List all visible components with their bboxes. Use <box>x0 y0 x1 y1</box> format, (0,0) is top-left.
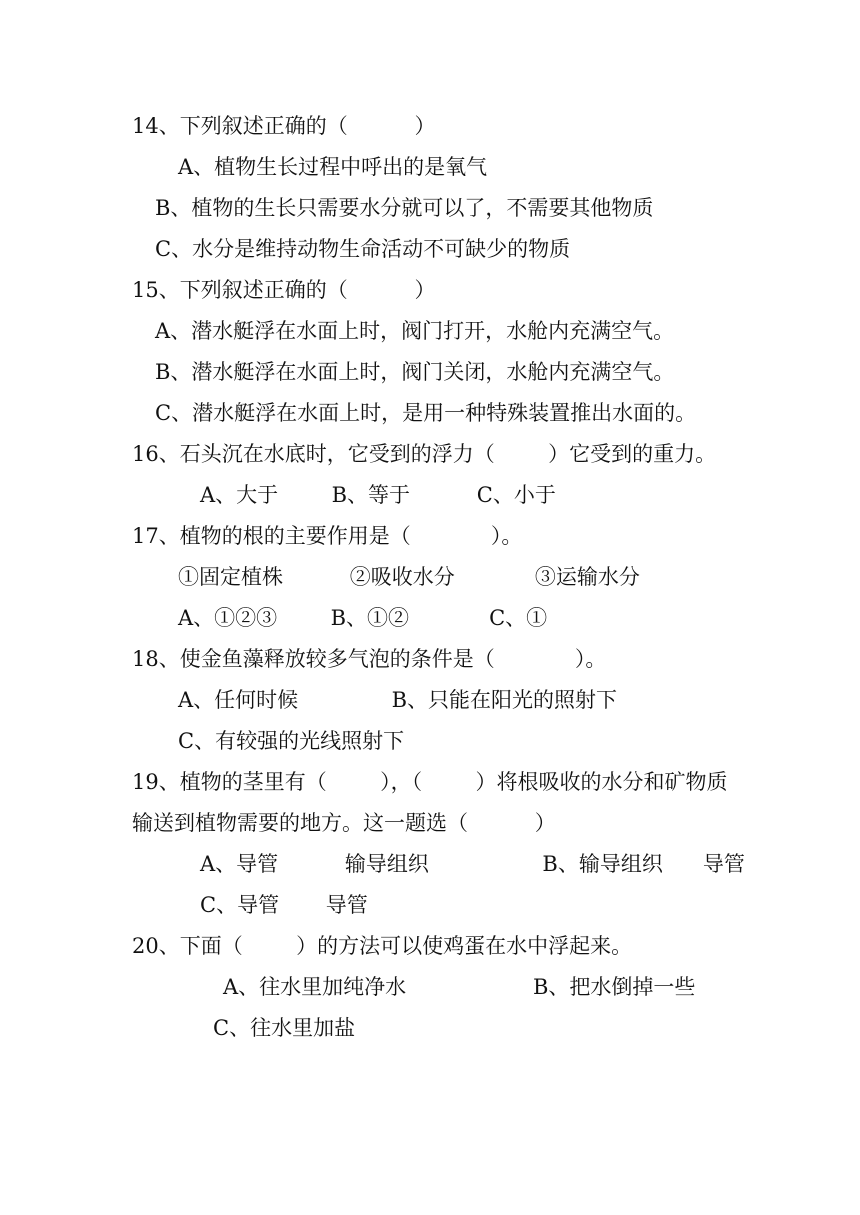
q19-option-c: C、导管 导管 <box>200 893 368 917</box>
q17-options: A、①②③ B、①② C、① <box>178 606 548 630</box>
q19-stem-line1: 19、植物的茎里有（ ），（ ）将根吸收的水分和矿物质 <box>132 770 728 794</box>
q18-stem: 18、使金鱼藻释放较多气泡的条件是（ ）。 <box>132 647 607 671</box>
q16-stem: 16、石头沉在水底时，它受到的浮力（ ）它受到的重力。 <box>132 442 717 466</box>
q20-option-c: C、往水里加盐 <box>213 1016 356 1040</box>
q19-stem-line2: 输送到植物需要的地方。这一题选（ ） <box>132 811 556 835</box>
q14-option-a: A、植物生长过程中呼出的是氧气 <box>178 155 488 179</box>
q15-option-a: A、潜水艇浮在水面上时，阀门打开，水舱内充满空气。 <box>155 319 675 343</box>
q18-option-c: C、有较强的光线照射下 <box>178 729 405 753</box>
q17-statements: ①固定植株 ②吸收水分 ③运输水分 <box>178 565 640 589</box>
q14-option-c: C、水分是维持动物生命活动不可缺少的物质 <box>155 237 571 261</box>
q18-options-ab: A、任何时候 B、只能在阳光的照射下 <box>178 688 618 712</box>
q20-stem: 20、下面（ ）的方法可以使鸡蛋在水中浮起来。 <box>132 934 633 958</box>
q15-stem: 15、下列叙述正确的（ ） <box>132 278 436 302</box>
q15-option-c: C、潜水艇浮在水面上时，是用一种特殊装置推出水面的。 <box>155 401 697 425</box>
q16-options: A、大于 B、等于 C、小于 <box>200 483 556 507</box>
q17-stem: 17、植物的根的主要作用是（ ）。 <box>132 524 523 548</box>
q20-options-ab: A、往水里加纯净水 B、把水倒掉一些 <box>223 975 696 999</box>
q19-options-ab: A、导管 输导组织 B、输导组织 导管 <box>200 852 745 876</box>
q14-option-b: B、植物的生长只需要水分就可以了，不需要其他物质 <box>155 196 654 220</box>
q14-stem: 14、下列叙述正确的（ ） <box>132 114 436 138</box>
q15-option-b: B、潜水艇浮在水面上时，阀门关闭，水舱内充满空气。 <box>155 360 675 384</box>
